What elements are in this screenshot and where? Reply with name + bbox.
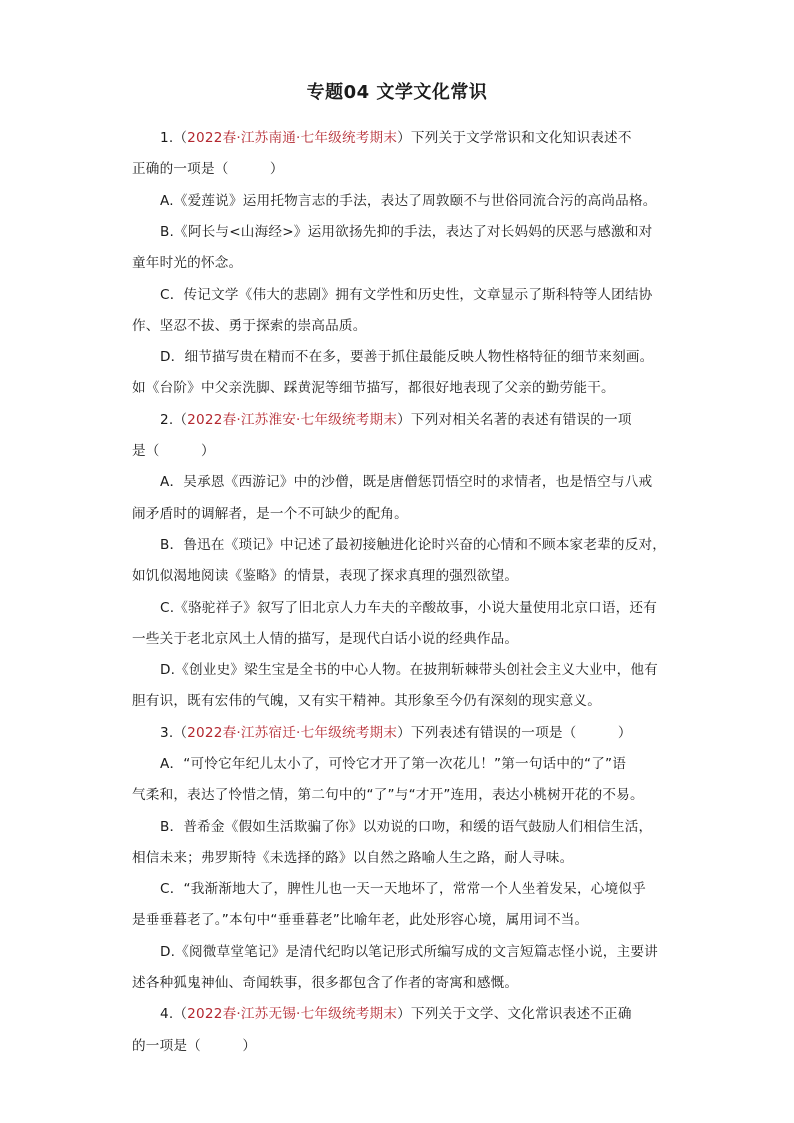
- question-text: ）下列关于文学、文化常识表述不正确: [397, 1006, 632, 1022]
- question-4-stem: [160, 1004, 672, 1024]
- question-3-stem: [160, 723, 672, 743]
- question-number: 2.（: [160, 412, 188, 428]
- question-1-option-c-cont: 作、坚忍不拔、勇于探索的崇高品质。: [132, 318, 367, 334]
- question-1-option-c: C．传记文学《伟大的悲剧》拥有文学性和历史性，文章显示了斯科特等人团结协: [160, 287, 653, 303]
- question-2-stem-cont: 是（ ）: [132, 443, 215, 459]
- question-2-stem: [160, 410, 672, 430]
- question-3-option-c: C．“我渐渐地大了，脾性儿也一天一天地坏了，常常一个人坐着发呆，心境似乎: [160, 881, 646, 897]
- question-3-option-a: A．“可怜它年纪儿太小了，可怜它才开了第一次花儿！”第一句话中的“了”语: [160, 756, 627, 772]
- question-2-option-b-cont: 如饥似渴地阅读《鉴略》的情景，表现了探求真理的强烈欲望。: [132, 568, 519, 584]
- question-text: ）下列关于文学常识和文化知识表述不: [397, 130, 632, 146]
- question-2-option-b: B．鲁迅在《琐记》中记述了最初接触进化论时兴奋的心情和不顾本家老辈的反对，: [160, 537, 667, 553]
- question-number: 3.（: [160, 725, 188, 741]
- question-source: 2022春·江苏无锡·七年级统考期末: [187, 1006, 398, 1022]
- question-2-option-c: C.《骆驼祥子》叙写了旧北京人力车夫的辛酸故事，小说大量使用北京口语，还有: [160, 600, 657, 616]
- question-source: 2022春·江苏淮安·七年级统考期末: [187, 412, 398, 428]
- question-text: ）下列对相关名著的表述有错误的一项: [397, 412, 632, 428]
- question-1-option-b: B.《阿长与<山海经>》运用欲扬先抑的手法，表达了对长妈妈的厌恶与感激和对: [160, 224, 653, 240]
- question-2-option-a-cont: 闹矛盾时的调解者，是一个不可缺少的配角。: [132, 506, 408, 522]
- question-1-option-b-cont: 童年时光的怀念。: [132, 255, 243, 271]
- question-1-stem: [160, 128, 672, 148]
- question-2-option-d: D.《创业史》梁生宝是全书的中心人物。在披荆斩棘带头创社会主义大业中，他有: [160, 662, 658, 678]
- question-3-option-c-cont: 是垂垂暮老了。”本句中“垂垂暮老”比喻年老，此处形容心境，属用词不当。: [132, 912, 589, 928]
- question-number: 1.（: [160, 130, 188, 146]
- question-1-stem-cont: 正确的一项是（ ）: [132, 161, 284, 177]
- question-4-stem-cont: 的一项是（ ）: [132, 1038, 257, 1054]
- question-2-option-c-cont: 一些关于老北京风土人情的描写，是现代白话小说的经典作品。: [132, 631, 519, 647]
- question-2-option-a: A．吴承恩《西游记》中的沙僧，既是唐僧惩罚悟空时的求情者，也是悟空与八戒: [160, 474, 653, 490]
- question-2-option-d-cont: 胆有识，既有宏伟的气魄，又有实干精神。其形象至今仍有深刻的现实意义。: [132, 693, 601, 709]
- question-3-option-d: D.《阅微草堂笔记》是清代纪昀以笔记形式所编写成的文言短篇志怪小说，主要讲: [160, 944, 658, 960]
- question-1-option-d-cont: 如《台阶》中父亲洗脚、踩黄泥等细节描写，都很好地表现了父亲的勤劳能干。: [132, 380, 615, 396]
- question-text: ）下列表述有错误的一项是（ ）: [397, 725, 632, 741]
- question-3-option-d-cont: 述各种狐鬼神仙、奇闻轶事，很多都包含了作者的寄寓和感慨。: [132, 975, 519, 991]
- question-3-option-b-cont: 相信未来；弗罗斯特《未选择的路》以自然之路喻人生之路，耐人寻味。: [132, 850, 574, 866]
- question-source: 2022春·江苏南通·七年级统考期末: [187, 130, 398, 146]
- question-1-option-d: D．细节描写贵在精而不在多，要善于抓住最能反映人物性格特征的细节来刻画。: [160, 349, 654, 365]
- question-1-option-a: A.《爱莲说》运用托物言志的手法，表达了周敦颐不与世俗同流合污的高尚品格。: [160, 193, 657, 209]
- question-number: 4.（: [160, 1006, 188, 1022]
- question-3-option-a-cont: 气柔和，表达了怜惜之情，第二句中的“了”与“才开”连用，表达小桃树开花的不易。: [132, 787, 644, 803]
- question-3-option-b: B．普希金《假如生活欺骗了你》以劝说的口吻，和缓的语气鼓励人们相信生活，: [160, 819, 653, 835]
- question-source: 2022春·江苏宿迁·七年级统考期末: [187, 725, 398, 741]
- page-title: 专题04 文学文化常识: [306, 82, 488, 103]
